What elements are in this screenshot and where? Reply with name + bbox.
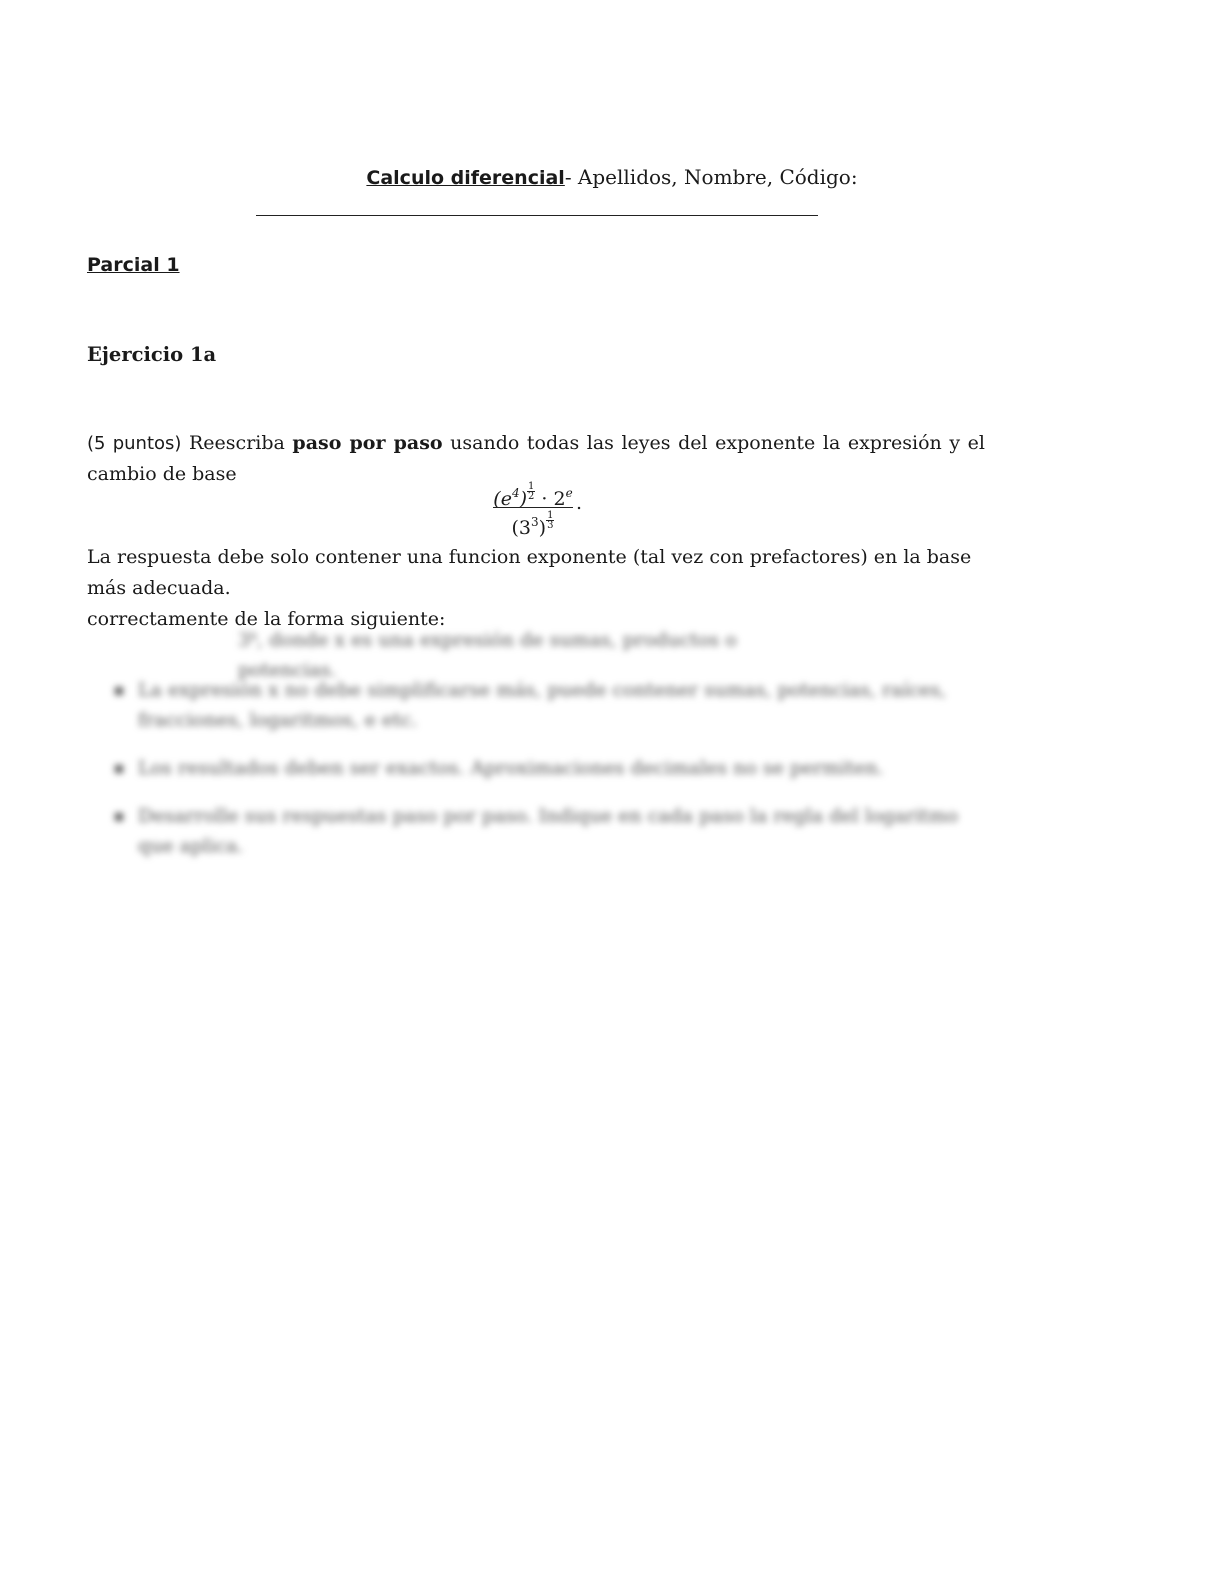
bullet-icon [115, 765, 123, 773]
course-name: Calculo diferencial [366, 167, 565, 189]
blurred-rules-list [110, 675, 990, 879]
problem-bold-text: paso por paso [292, 432, 443, 454]
problem-text-after: usando todas las leyes del exponente la expresión y el cambio de base [87, 432, 985, 485]
answer-instructions [87, 542, 985, 635]
exercise-title: Ejercicio 1a [87, 343, 217, 366]
numerator-fraction-exponent: $\frac{1}{2}$ [528, 481, 535, 502]
list-item: Los resultados deben ser exactos. Aproximaciones decimales no se permiten. [110, 753, 990, 783]
list-item: Desarrolle sus respuestas paso por paso. Indique en cada paso la regla del logaritmo que aplica. [110, 801, 990, 861]
answer-line-2: correctamente de la forma siguiente: [87, 608, 446, 630]
denominator-fraction-exponent: $\frac{1}{3}$ [547, 510, 554, 531]
problem-text-before: Reescriba [181, 432, 293, 454]
formula-denominator: $(3^3)$ $\frac{1}{3}$ [511, 510, 554, 539]
answer-line-1: La respuesta debe solo contener una funcion exponente (tal vez con prefactores) en la base más adecuada. [87, 546, 972, 599]
fraction-formula [490, 478, 600, 542]
name-answer-line [256, 215, 818, 216]
fraction-bar [493, 507, 573, 508]
exam-title: Parcial 1 [87, 254, 180, 276]
blurred-answer-form: 3ᵏ, donde x es una expresión de sumas, productos o potencias. [238, 629, 737, 681]
list-item: La expresión x no debe simplificarse más, puede contener sumas, potencias, raíces, fracciones, logaritmos, e etc. [110, 675, 990, 735]
bullet-icon [115, 813, 123, 821]
header-line [0, 165, 1224, 190]
student-fields-label: - Apellidos, Nombre, Código: [564, 165, 858, 189]
points-label: (5 puntos) [87, 433, 182, 454]
formula-period: . [576, 492, 583, 514]
formula-numerator: $(e^4)$ $\frac{1}{2}$ · $2^e$ [493, 481, 573, 510]
bullet-icon [115, 687, 123, 695]
